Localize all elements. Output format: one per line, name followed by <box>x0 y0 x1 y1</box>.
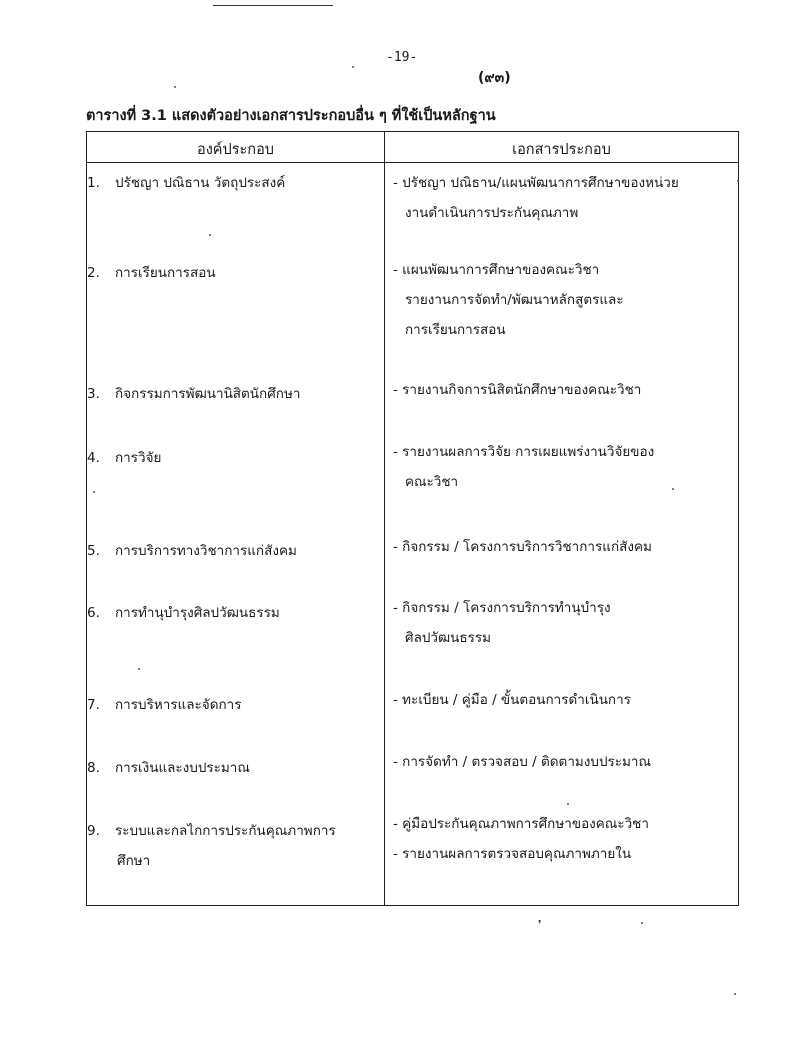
row-7-documents <box>393 685 631 715</box>
row-number: 3. <box>87 386 100 402</box>
component-label: ปรัชญา ปณิธาน วัตถุประสงค์ <box>115 175 286 191</box>
row-2-documents <box>393 255 624 345</box>
row-5-component <box>87 536 297 566</box>
scan-speck <box>672 488 674 490</box>
row-2-component <box>87 258 216 288</box>
row-number: 1. <box>87 175 100 191</box>
scan-speck <box>138 668 140 670</box>
row-1-component <box>87 168 285 198</box>
component-label: การวิจัย <box>115 450 162 466</box>
component-label: กิจกรรมการพัฒนานิสิตนักศึกษา <box>115 386 301 402</box>
row-4-component <box>87 443 161 473</box>
row-8-documents <box>393 747 651 777</box>
document-line: - คู่มือประกันคุณภาพการศึกษาของคณะวิชา <box>393 816 649 832</box>
document-line: รายงานการจัดทำ/พัฒนาหลักสูตรและ <box>405 292 624 308</box>
row-number: 2. <box>87 265 100 281</box>
component-label: การบริหารและจัดการ <box>115 697 242 713</box>
row-9-component <box>87 816 336 876</box>
document-line: - แผนพัฒนาการศึกษาของคณะวิชา <box>393 262 600 278</box>
column-divider <box>384 132 385 905</box>
component-label: การบริการทางวิชาการแก่สังคม <box>115 543 297 559</box>
scan-speck <box>209 234 211 236</box>
row-9-documents <box>393 809 649 869</box>
header-component: องค์ประกอบ <box>197 142 274 158</box>
component-label: ระบบและกลไกการประกันคุณภาพการ <box>115 823 336 839</box>
row-number: 6. <box>87 605 100 621</box>
component-label-continued: ศึกษา <box>117 853 151 869</box>
row-3-documents <box>393 375 641 405</box>
scan-speck <box>174 86 176 88</box>
document-line: การเรียนการสอน <box>405 322 506 338</box>
header-documents: เอกสารประกอบ <box>512 142 611 158</box>
page-number: -19- <box>386 50 418 65</box>
row-7-component <box>87 690 241 720</box>
scan-speck <box>567 803 569 805</box>
document-line: - ทะเบียน / คู่มือ / ขั้นตอนการดำเนินการ <box>393 692 631 708</box>
row-number: 8. <box>87 760 100 776</box>
document-line: - รายงานผลการวิจัย การเผยแพร่งานวิจัยของ <box>393 444 655 460</box>
scan-speck <box>641 922 643 924</box>
row-6-documents <box>393 593 611 653</box>
row-4-documents <box>393 437 654 497</box>
component-label: การทำนุบำรุงศิลปวัฒนธรรม <box>115 605 280 621</box>
row-6-component <box>87 598 280 628</box>
row-8-component <box>87 753 250 783</box>
table-caption: ตารางที่ 3.1 แสดงตัวอย่างเอกสารประกอบอื่น ๆ ที่ใช้เป็นหลักฐาน <box>86 108 496 124</box>
document-line: - รายงานกิจการนิสิตนักศึกษาของคณะวิชา <box>393 382 642 398</box>
scan-top-rule <box>213 5 333 6</box>
document-line: - การจัดทำ / ตรวจสอบ / ติดตามงบประมาณ <box>393 754 652 770</box>
scan-speck <box>93 491 95 493</box>
evidence-documents-table <box>86 131 739 906</box>
component-label: การเรียนการสอน <box>115 265 216 281</box>
scan-speck <box>734 993 736 995</box>
scan-speck <box>352 66 354 68</box>
header-rule <box>87 162 738 163</box>
document-line: - รายงานผลการตรวจสอบคุณภาพภายใน <box>393 846 632 862</box>
scan-speck <box>737 180 739 182</box>
page-number-thai: (๙๓) <box>478 70 511 86</box>
row-1-documents <box>393 168 679 228</box>
document-line: - ปรัชญา ปณิธาน/แผนพัฒนาการศึกษาของหน่วย <box>393 175 679 191</box>
row-5-documents <box>393 532 652 562</box>
document-line: งานดำเนินการประกันคุณภาพ <box>405 205 579 221</box>
document-line: ศิลปวัฒนธรรม <box>405 630 492 646</box>
row-number: 4. <box>87 450 100 466</box>
document-line: คณะวิชา <box>405 474 459 490</box>
document-line: - กิจกรรม / โครงการบริการวิชาการแก่สังคม <box>393 539 652 555</box>
component-label: การเงินและงบประมาณ <box>115 760 250 776</box>
document-line: - กิจกรรม / โครงการบริการทำนุบำรุง <box>393 600 611 616</box>
row-number: 5. <box>87 543 100 559</box>
row-number: 9. <box>87 823 100 839</box>
scan-mark: ❜ <box>538 918 542 931</box>
row-3-component <box>87 379 300 409</box>
row-number: 7. <box>87 697 100 713</box>
